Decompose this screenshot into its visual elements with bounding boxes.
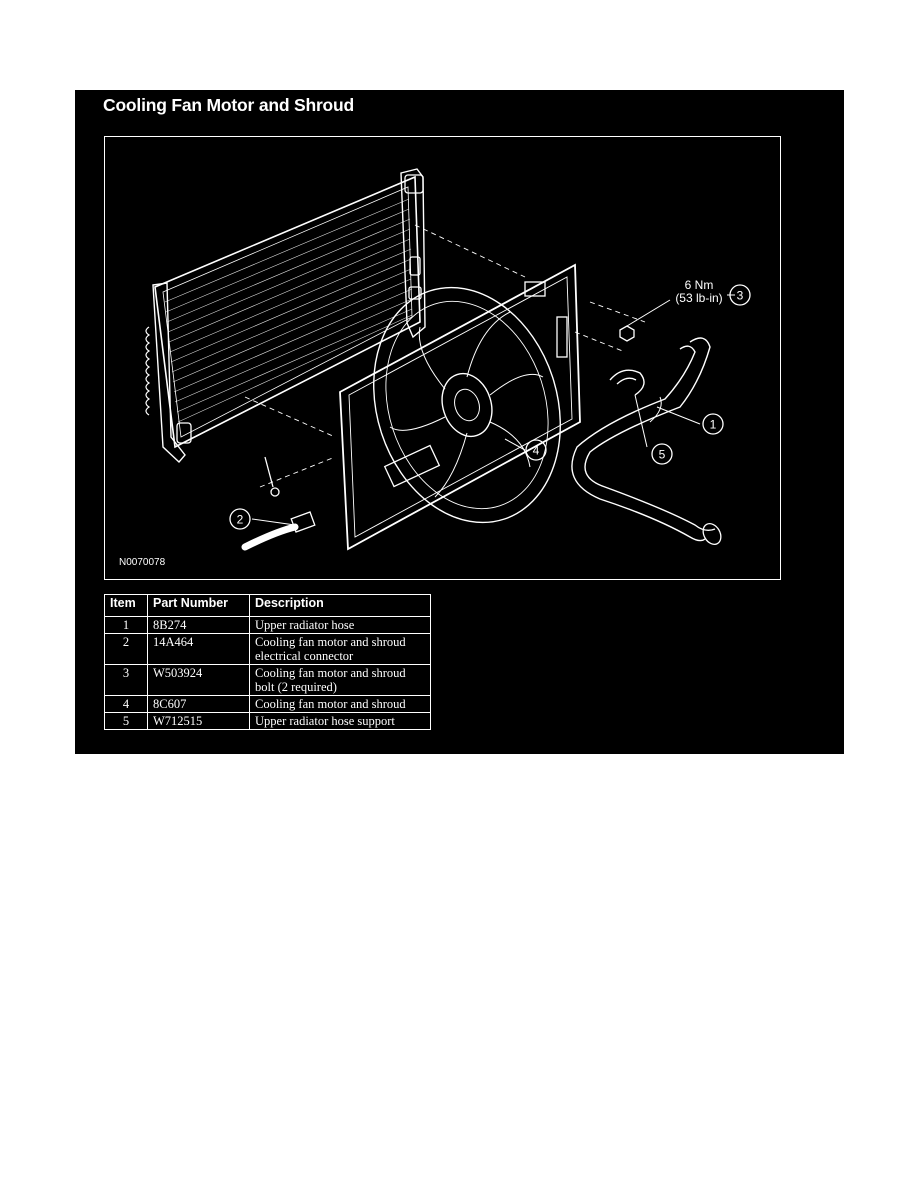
figure-code: N0070078 — [119, 557, 166, 568]
bolt-drawing — [271, 488, 279, 496]
hose-support-drawing — [610, 370, 644, 395]
callout-label-3: 3 — [736, 288, 744, 303]
table-row — [105, 696, 431, 713]
diagram-drawing — [105, 137, 782, 581]
header-item: Item — [105, 595, 148, 617]
callout-label-2: 2 — [236, 512, 244, 527]
callout-label-1: 1 — [709, 417, 717, 432]
parts-table — [104, 594, 431, 730]
shroud-drawing — [340, 263, 590, 549]
figure-panel — [75, 90, 844, 754]
row-description: Upper radiator hose support — [250, 713, 431, 730]
row-item: 1 — [105, 617, 148, 634]
row-item: 3 — [105, 665, 148, 696]
table-header-row — [105, 595, 431, 617]
row-part-number: W712515 — [148, 713, 250, 730]
radiator-drawing — [146, 169, 425, 462]
table-row — [105, 617, 431, 634]
exploded-diagram — [104, 136, 781, 580]
torque-nm: 6 Nm — [684, 278, 714, 292]
row-description: Cooling fan motor and shroud — [250, 696, 431, 713]
row-part-number: W503924 — [148, 665, 250, 696]
callout-label-4: 4 — [532, 443, 540, 458]
header-description: Description — [250, 595, 431, 617]
row-item: 2 — [105, 634, 148, 665]
torque-spec — [667, 279, 731, 305]
bolt-item-3-drawing — [620, 326, 634, 341]
row-part-number: 14A464 — [148, 634, 250, 665]
row-description: Cooling fan motor and shroud bolt (2 required) — [250, 665, 431, 696]
upper-radiator-hose-drawing — [572, 338, 724, 548]
row-description: Upper radiator hose — [250, 617, 431, 634]
row-description: Cooling fan motor and shroud electrical connector — [250, 634, 431, 665]
row-part-number: 8C607 — [148, 696, 250, 713]
callout-label-5: 5 — [658, 447, 666, 462]
electrical-connector-drawing — [245, 512, 315, 547]
torque-lb-in: (53 lb-in) — [675, 291, 723, 305]
row-part-number: 8B274 — [148, 617, 250, 634]
row-item: 4 — [105, 696, 148, 713]
row-item: 5 — [105, 713, 148, 730]
table-row — [105, 665, 431, 696]
header-part-number: Part Number — [148, 595, 250, 617]
figure-title: Cooling Fan Motor and Shroud — [103, 95, 355, 115]
table-row — [105, 713, 431, 730]
table-row — [105, 634, 431, 665]
